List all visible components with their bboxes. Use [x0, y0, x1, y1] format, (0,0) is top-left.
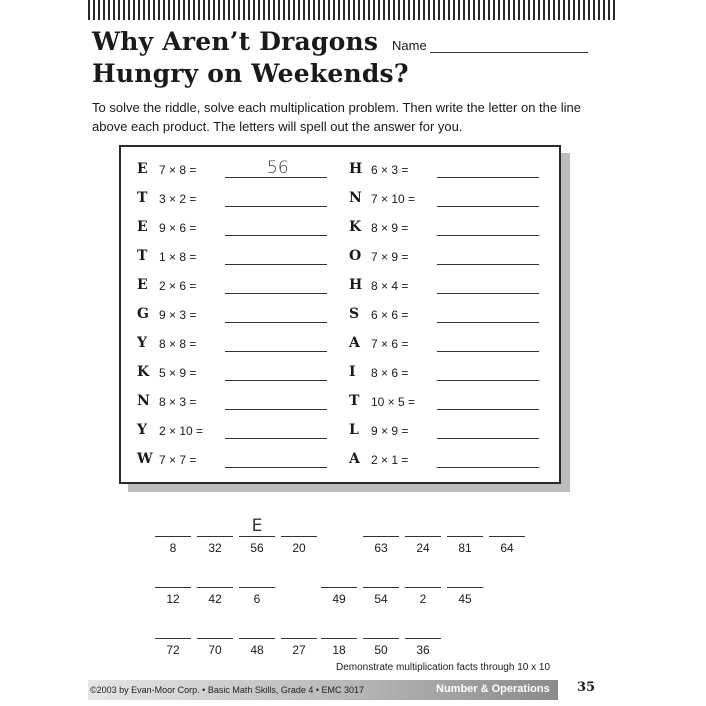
- answer-slot: [447, 512, 483, 555]
- problem-row: [137, 245, 337, 274]
- problem-row: [349, 419, 549, 448]
- problem-expression: 2 × 1 =: [371, 453, 409, 467]
- answer-blank[interactable]: [281, 512, 317, 537]
- answer-field[interactable]: [437, 467, 539, 468]
- answer-field[interactable]: [437, 438, 539, 439]
- answer-blank[interactable]: [197, 512, 233, 537]
- answer-blank[interactable]: [447, 512, 483, 537]
- problem-row: [137, 332, 337, 361]
- answer-slot: [155, 563, 191, 606]
- problem-column-right: [349, 158, 549, 477]
- answer-blank[interactable]: [447, 563, 483, 588]
- problem-letter: Y: [137, 422, 147, 438]
- problem-row: [137, 448, 337, 477]
- filled-letter: E: [251, 516, 263, 536]
- problem-letter: H: [349, 161, 363, 177]
- answer-field[interactable]: [437, 235, 539, 236]
- answer-blank[interactable]: [321, 563, 357, 588]
- answer-field[interactable]: [225, 322, 327, 323]
- problem-expression: 9 × 9 =: [371, 424, 409, 438]
- answer-blank[interactable]: [239, 563, 275, 588]
- section-name: Number & Operations: [436, 683, 550, 695]
- answer-blank[interactable]: [155, 614, 191, 639]
- product-number: 81: [458, 541, 472, 555]
- problem-row: [349, 361, 549, 390]
- answer-blank[interactable]: [239, 512, 275, 537]
- answer-slot: [321, 563, 357, 606]
- answer-blank[interactable]: [239, 614, 275, 639]
- answer-slot: [281, 512, 317, 555]
- answer-blank[interactable]: [197, 563, 233, 588]
- problem-expression: 7 × 10 =: [371, 192, 416, 206]
- product-number: 64: [500, 541, 514, 555]
- answer-field[interactable]: [437, 264, 539, 265]
- problem-row: [349, 187, 549, 216]
- copyright: ©2003 by Evan-Moor Corp. • Basic Math Skills, Grade 4 • EMC 3017: [90, 685, 365, 695]
- answer-field[interactable]: [437, 380, 539, 381]
- answer-field[interactable]: [437, 206, 539, 207]
- product-number: 20: [292, 541, 306, 555]
- product-number: 32: [208, 541, 222, 555]
- problem-row: [137, 303, 337, 332]
- product-number: 45: [458, 592, 472, 606]
- problem-letter: N: [137, 393, 150, 409]
- answer-field[interactable]: [437, 351, 539, 352]
- product-number: 50: [374, 643, 388, 657]
- answer-blank[interactable]: [405, 563, 441, 588]
- answer-slot: [489, 512, 525, 555]
- product-number: 70: [208, 643, 222, 657]
- answer-slot: [155, 614, 191, 657]
- answer-slot: [363, 512, 399, 555]
- product-number: 42: [208, 592, 222, 606]
- answer-blank[interactable]: [197, 614, 233, 639]
- problem-expression: 8 × 4 =: [371, 279, 409, 293]
- product-number: 36: [416, 643, 430, 657]
- answer-blank[interactable]: [363, 512, 399, 537]
- problem-letter: G: [137, 306, 149, 322]
- problem-letter: T: [137, 190, 148, 206]
- problem-letter: K: [137, 364, 150, 380]
- problem-expression: 6 × 6 =: [371, 308, 409, 322]
- product-number: 24: [416, 541, 430, 555]
- problem-letter: L: [349, 422, 359, 438]
- instructions: To solve the riddle, solve each multiplication problem. Then write the letter on the line above each product. The letters will spell out the answer for you.: [92, 100, 581, 134]
- answer-field[interactable]: [225, 206, 327, 207]
- answer-field[interactable]: [225, 351, 327, 352]
- page-title: [92, 26, 409, 90]
- answer-text: 56: [267, 158, 289, 178]
- product-number: 56: [250, 541, 264, 555]
- problem-expression: 9 × 3 =: [159, 308, 197, 322]
- answer-blank[interactable]: [489, 512, 525, 537]
- problem-row: [349, 216, 549, 245]
- name-field[interactable]: [430, 52, 588, 53]
- problem-expression: 2 × 10 =: [159, 424, 204, 438]
- problem-row: [137, 274, 337, 303]
- answer-slot: [239, 512, 275, 555]
- problem-letter: A: [349, 335, 360, 351]
- answer-field[interactable]: [225, 293, 327, 294]
- problem-letter: K: [349, 219, 362, 235]
- problem-letter: O: [349, 248, 362, 264]
- title-line-1: Why Aren’t Dragons: [92, 27, 379, 56]
- product-number: 48: [250, 643, 264, 657]
- answer-field[interactable]: [225, 235, 327, 236]
- answer-field[interactable]: [437, 322, 539, 323]
- product-number: 63: [374, 541, 388, 555]
- answer-slot: [405, 512, 441, 555]
- problem-letter: Y: [137, 335, 147, 351]
- problem-row: [349, 390, 549, 419]
- problem-column-left: [137, 158, 337, 477]
- page-number: 35: [577, 680, 596, 695]
- answer-field[interactable]: [225, 380, 327, 381]
- problem-expression: 9 × 6 =: [159, 221, 197, 235]
- problem-expression: 8 × 8 =: [159, 337, 197, 351]
- product-number: 6: [253, 592, 261, 606]
- problem-row: [349, 332, 549, 361]
- answer-slot: [405, 563, 441, 606]
- answer-blank[interactable]: [405, 614, 441, 639]
- problem-expression: 8 × 6 =: [371, 366, 409, 380]
- problem-row: [349, 303, 549, 332]
- title-line-2: Hungry on Weekends?: [92, 59, 409, 88]
- answer-slot: [405, 614, 441, 657]
- answer-slot: [239, 614, 275, 657]
- answer-blank[interactable]: [363, 563, 399, 588]
- problem-letter: E: [137, 161, 148, 177]
- problem-row: [137, 158, 337, 187]
- answer-slot: [447, 563, 483, 606]
- problem-expression: 7 × 7 =: [159, 453, 197, 467]
- answer-slot: [197, 512, 233, 555]
- problem-expression: 8 × 9 =: [371, 221, 409, 235]
- answer-slot: [363, 563, 399, 606]
- problem-row: [349, 274, 549, 303]
- product-number: 54: [374, 592, 388, 606]
- footnote: Demonstrate multiplication facts through 10 x 10: [336, 662, 550, 673]
- problem-letter: W: [137, 451, 153, 467]
- answer-slot: [363, 614, 399, 657]
- answer-slot: [197, 614, 233, 657]
- problem-expression: 6 × 3 =: [371, 163, 409, 177]
- product-number: 72: [166, 643, 180, 657]
- answer-blank[interactable]: [281, 614, 317, 639]
- problem-expression: 7 × 8 =: [159, 163, 197, 177]
- problem-row: [349, 158, 549, 187]
- problem-letter: E: [137, 219, 148, 235]
- answer-blank[interactable]: [155, 512, 191, 537]
- answer-blank[interactable]: [321, 614, 357, 639]
- problem-expression: 1 × 8 =: [159, 250, 197, 264]
- problem-letter: N: [349, 190, 362, 206]
- answer-slot: [281, 614, 317, 657]
- problem-row: [349, 448, 549, 477]
- answer-slot: [239, 563, 275, 606]
- problem-expression: 3 × 2 =: [159, 192, 197, 206]
- problem-row: [137, 361, 337, 390]
- problem-letter: T: [349, 393, 360, 409]
- problem-expression: 2 × 6 =: [159, 279, 197, 293]
- answer-field[interactable]: [437, 177, 539, 178]
- problem-letter: H: [349, 277, 363, 293]
- product-number: 2: [419, 592, 427, 606]
- product-number: 8: [169, 541, 177, 555]
- product-number: 18: [332, 643, 346, 657]
- answer-field[interactable]: [437, 409, 539, 410]
- problem-row: [137, 390, 337, 419]
- problem-expression: 7 × 9 =: [371, 250, 409, 264]
- problem-letter: T: [137, 248, 148, 264]
- problem-expression: 8 × 3 =: [159, 395, 197, 409]
- top-stripe-border: [88, 0, 618, 20]
- problem-row: [137, 187, 337, 216]
- answer-blank[interactable]: [155, 563, 191, 588]
- problem-row: [349, 245, 549, 274]
- answer-field[interactable]: [225, 264, 327, 265]
- product-number: 49: [332, 592, 346, 606]
- problem-letter: E: [137, 277, 148, 293]
- answer-field[interactable]: [225, 438, 327, 439]
- problem-expression: 5 × 9 =: [159, 366, 197, 380]
- answer-blank[interactable]: [405, 512, 441, 537]
- problem-row: [137, 216, 337, 245]
- product-number: 12: [166, 592, 180, 606]
- problem-box: [119, 145, 561, 484]
- problem-row: [137, 419, 337, 448]
- answer-slot: [197, 563, 233, 606]
- product-number: 27: [292, 643, 306, 657]
- problem-expression: 10 × 5 =: [371, 395, 416, 409]
- answer-blank[interactable]: [363, 614, 399, 639]
- name-label: Name: [392, 38, 427, 53]
- answer-field[interactable]: [225, 467, 327, 468]
- answer-slot: [155, 512, 191, 555]
- answer-field[interactable]: [437, 293, 539, 294]
- problem-letter: I: [349, 364, 356, 380]
- answer-field[interactable]: [225, 409, 327, 410]
- problem-expression: 7 × 6 =: [371, 337, 409, 351]
- answer-slot: [321, 614, 357, 657]
- problem-letter: A: [349, 451, 360, 467]
- problem-letter: S: [349, 306, 360, 322]
